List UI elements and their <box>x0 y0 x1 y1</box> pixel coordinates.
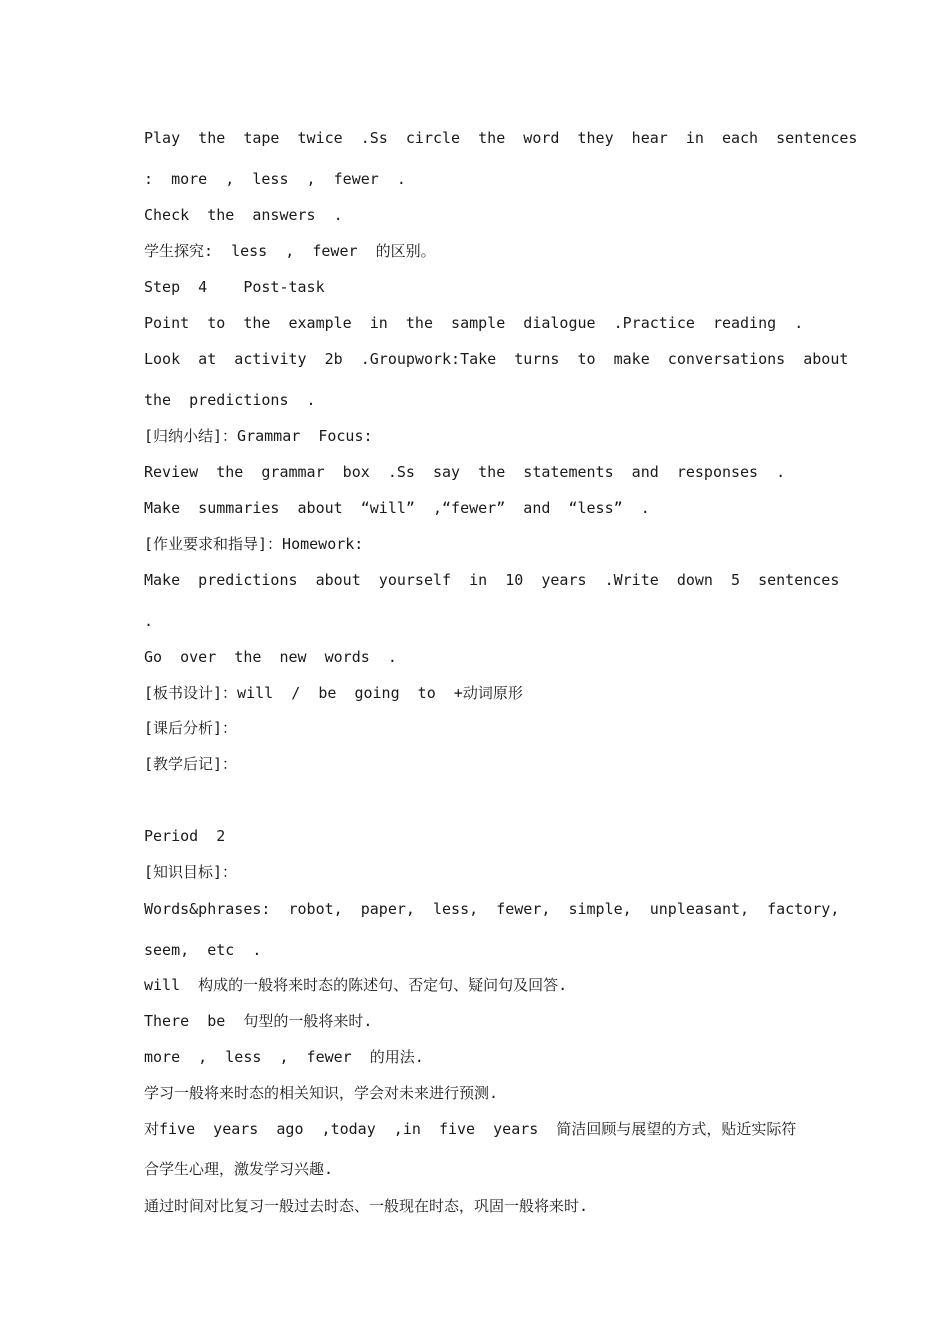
section-heading: [归纳小结]：Grammar Focus: <box>144 427 373 445</box>
section-heading: [作业要求和指导]：Homework: <box>144 535 364 553</box>
text-line: Review the grammar box .Ss say the statements and responses . <box>144 463 786 481</box>
text-line: 学生探究: less , fewer 的区别。 <box>144 242 436 260</box>
section-heading: [板书设计]：will / be going to +动词原形 <box>144 684 523 702</box>
text-line: will 构成的一般将来时态的陈述句、否定句、疑问句及回答. <box>144 976 568 994</box>
period-title: Period 2 <box>144 827 226 845</box>
text-line: There be 句型的一般将来时. <box>144 1012 373 1030</box>
text-line: 通过时间对比复习一般过去时态、一般现在时态，巩固一般将来时. <box>144 1197 589 1215</box>
text-line: Make predictions about yourself in 10 years .Write down 5 sentences <box>144 571 840 589</box>
text-line: 合学生心理，激发学习兴趣. <box>144 1160 334 1178</box>
text-line: Make summaries about “will” ,“fewer” and “less” . <box>144 499 650 517</box>
text-line: Step 4 Post-task <box>144 278 325 296</box>
section-heading: [知识目标]： <box>144 863 238 881</box>
text-line: Point to the example in the sample dialogue .Practice reading . <box>144 314 804 332</box>
section-heading: [教学后记]： <box>144 755 238 773</box>
text-line: Play the tape twice .Ss circle the word they hear in each sentences <box>144 129 858 147</box>
text-line: . <box>144 612 154 630</box>
text-line: 学习一般将来时态的相关知识，学会对未来进行预测. <box>144 1084 499 1102</box>
section-heading: [课后分析]： <box>144 719 238 737</box>
text-line: the predictions . <box>144 391 316 409</box>
text-line: : more , less , fewer . <box>144 170 406 188</box>
text-line: Words&phrases: robot, paper, less, fewer, simple, unpleasant, factory, <box>144 900 840 918</box>
text-line: 对five years ago ,today ,in five years 简洁回顾与展望的方式，贴近实际符 <box>144 1120 797 1138</box>
text-line: seem, etc . <box>144 941 262 959</box>
text-line: more , less , fewer 的用法. <box>144 1048 424 1066</box>
text-line: Look at activity 2b .Groupwork:Take turns to make conversations about <box>144 350 849 368</box>
text-line: Check the answers . <box>144 206 343 224</box>
text-line: Go over the new words . <box>144 648 397 666</box>
